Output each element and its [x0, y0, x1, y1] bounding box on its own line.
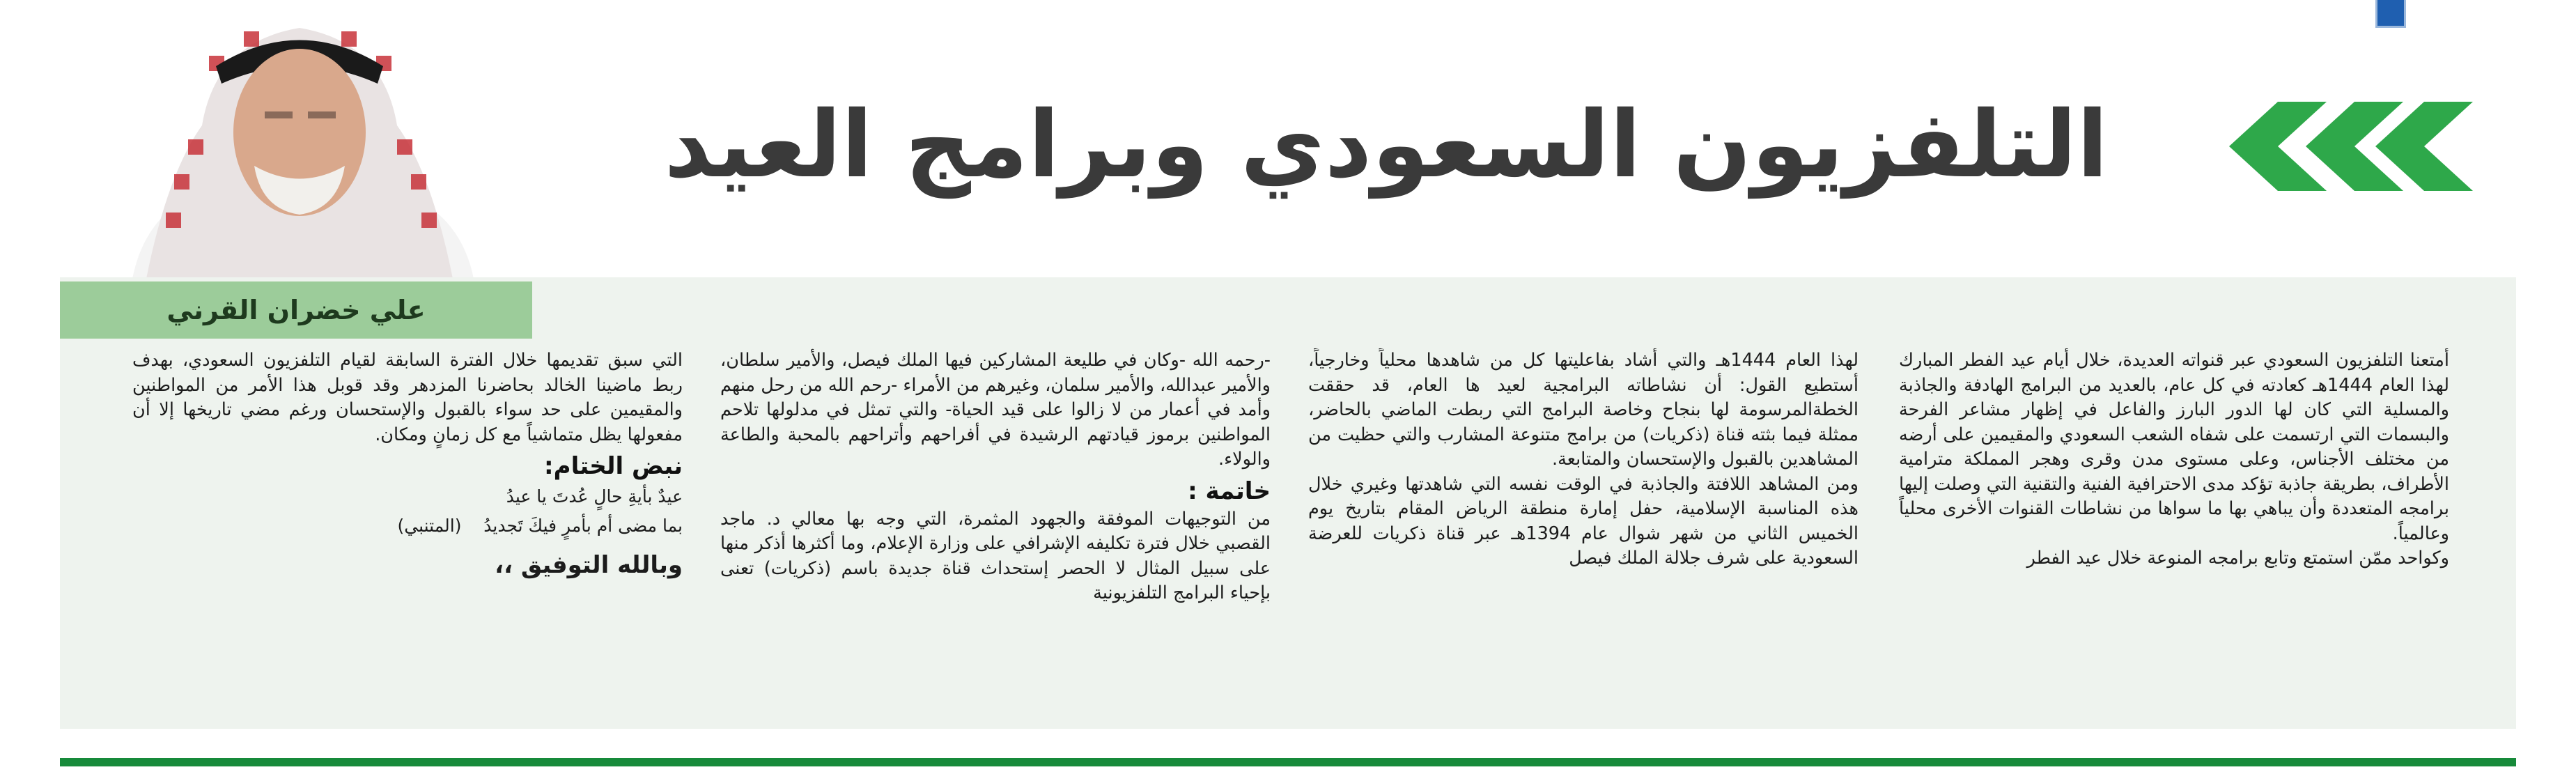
chevron-left-icon: [2180, 102, 2473, 191]
poem-verse: بما مضى أم بأمرٍ فيكَ تَجديدُ: [483, 516, 683, 536]
text-column-3: [720, 348, 1271, 711]
paragraph: من التوجيهات الموفقة والجهود المثمرة، التي وجه بها معالي د. ماجد القصبي خلال فترة تكليفه الإشرافي على وزارة الإعلام، وما أكثرها أذكر منها على سبيل المثال لا الحصر إستحداث قناة جديدة باسم (ذكريات) تعنى بإحياء البرامج التلفزيونية: [720, 508, 1271, 603]
text-column-1: [1899, 348, 2449, 711]
author-photo: [104, 0, 495, 279]
paragraph: -رحمه الله -وكان في طليعة المشاركين فيها الملك فيصل، والأمير سلطان، والأمير عبدالله، والأمير سلمان، وغيرهم من الأمراء -رحم الله من رحل منهم وأمد في أعمار من لا زالوا على قيد الحياة- والتي تمثل في مدلولها تلاحم المواطنين برموز قيادتهم الرشيدة في أفراحهم وأتراحهم بالمحبة والطاعة والولاء.: [720, 350, 1271, 470]
text-column-4: [132, 348, 683, 711]
paragraph: أمتعنا التلفزيون السعودي عبر قنواته العديدة، خلال أيام عيد الفطر المبارك لهذا العام 1444هـ كعادته في كل عام، بالعديد من البرامج الهادفة والجاذبة والمسلية التي كان لها الدور البارز والفاعل في إظهار مشاعر الفرحة والبسمات التي ارتسمت على شفاه الشعب السعودي والمقيمين على أرضه من مختلف الأجناس، وعلى مستوى مدن وقرى وهجر المملكة مترامية الأطراف، بطريقة جاذبة تؤكد مدى الاحترافية الفنية والتقنية التي وصلت إليها برامجه المتعددة وأن يباهي بها ما سواها من نشاطات القنوات الأخرى محلياً وعالمياً.: [1899, 350, 2449, 544]
poem-line: [132, 511, 683, 541]
paragraph: ومن المشاهد اللافتة والجاذبة في الوقت نفسه التي شاهدتها وغيري خلال هذه المناسبة الإسلامية، حفل إمارة منطقة الرياض المقام بتاريخ يوم الخميس الثاني من شهر شوال عام 1394هـ عبر قناة ذكريات للعرضة السعودية على شرف جلالة الملك فيصل: [1308, 473, 1859, 569]
paragraph: التي سبق تقديمها خلال الفترة السابقة لقيام التلفزيون السعودي، بهدف ربط ماضينا الخالد بحاضرنا المزدهر وقد قوبل هذا الأمر من المواطنين والمقيمين على حد سواء بالقبول والإستحسان ورغم مضي تاريخها إلا أن مفعولها يظل متماشياً مع كل زمانٍ ومكان.: [132, 350, 683, 445]
bottom-rule: [60, 758, 2516, 766]
article-headline: التلفزيون السعودي وبرامج العيد: [664, 91, 2109, 199]
closing-line: وبالله التوفيق ،،: [495, 551, 683, 579]
poem-attribution: (المتنبي): [397, 516, 462, 536]
poem-line: عيدٌ بأيةِ حالٍ عُدتَ يا عيدُ: [506, 486, 683, 507]
section-heading: خاتمة :: [1188, 477, 1271, 505]
section-heading: نبض الختام:: [544, 452, 683, 480]
paragraph: وكواحد ممّن استمتع وتابع برامجه المنوعة خلال عيد الفطر: [2026, 548, 2449, 569]
page-corner-marker: [2375, 0, 2406, 28]
text-column-2: [1308, 348, 1859, 711]
author-name: علي خضران القرني: [60, 281, 532, 339]
paragraph: لهذا العام 1444هـ والتي أشاد بفاعليتها كل من شاهدها محلياً وخارجياً، أستطيع القول: أن نشاطاته البرامجية لعيد ها العام، قد حققت الخطةالمرسومة لها بنجاح وخاصة البرامج التي ربطت الماضي بالحاضر، ممثلة فيما بثته قناة (ذكريات) من برامج متنوعة المشارب والتي حظيت من المشاهدين بالقبول والإستحسان والمتابعة.: [1308, 350, 1859, 470]
